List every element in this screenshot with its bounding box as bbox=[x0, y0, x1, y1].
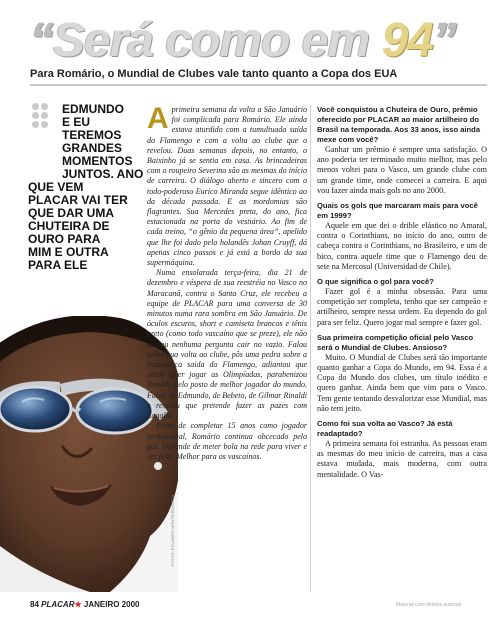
column-divider bbox=[310, 104, 311, 592]
magazine-brand: PLACAR bbox=[41, 600, 75, 609]
pull-quote-line: QUE DAR UMA bbox=[28, 206, 114, 220]
pull-quote-line: PARA ELE bbox=[28, 258, 88, 272]
pull-quote-line: OURO PARA bbox=[28, 232, 101, 246]
star-icon: ★ bbox=[74, 600, 82, 609]
interview-question: Sua primeira competição oficial pelo Vasco será o Mundial de Clubes. Ansioso? bbox=[317, 332, 474, 352]
pull-quote-line: GRANDES bbox=[62, 141, 123, 155]
subtitle: Para Romário, o Mundial de Clubes vale tanto quanto a Copa dos EUA bbox=[30, 68, 398, 80]
pull-quote-line: CHUTEIRA DE bbox=[28, 219, 110, 233]
pull-quote bbox=[28, 103, 150, 272]
photo-credit: FOTOS: EDUARDO MONTEIRO/SIGLA bbox=[170, 494, 175, 566]
interview-column bbox=[317, 105, 487, 595]
copyright-watermark: Material com direitos autorais bbox=[396, 602, 462, 608]
pull-quote-line: E EU TEREMOS bbox=[62, 115, 122, 142]
page-footer bbox=[30, 600, 139, 609]
article-body bbox=[147, 102, 307, 595]
headline bbox=[30, 12, 470, 70]
dropcap: A bbox=[147, 102, 169, 135]
headline-close-quote: ” bbox=[432, 14, 456, 67]
pull-quote-line: EDMUNDO bbox=[62, 102, 124, 116]
article-paragraph: Aprimeira semana da volta a São Januário foi complicada para Romário. Ele ainda estava aturdido com a tumultuada saída do Flamengo e com a volta ao clube que o revelou. Duas semanas depois, no entanto, o Baixinho já se sentia em casa. As brincadeiras com o roupeiro Severino são as mesmas do início de carreira. O diálogo aberto e sincero com o todo-poderoso Eurico Miranda segue idêntico ao da década passada. E as mordomias são flagrantes. Sua Mercedes preta, do ano, fica estacionada na porta do vestiário. Ao fim de cada treino, “o gênio da pequena área”, apelido que lhe foi dado pelo holandês Johan Cruyff, dá apenas cinco passos e já está a bordo da sua supermáquina. bbox=[147, 102, 307, 268]
pull-quote-line: MOMENTOS bbox=[62, 154, 133, 168]
pull-quote-line: PLACAR VAI TER bbox=[28, 193, 128, 207]
interview-answer: Muito. O Mundial de Clubes será tão importante quanto ganhar a Copa do Mundo, em 94. Essa é a Copa do Mundo dos clubes, um título inédito e quero ganhar. Ainda bem que vim para o Vasco. Tem gente tentando desvalorizar esse Mundial, mas não tem jeito. bbox=[317, 352, 487, 413]
article-paragraph: Numa ensolarada terça-feira, dia 21 de dezembro e véspera de sua reestréia no Vasco no Maracanã, contra o Santa Cruz, ele recebeu a equipe de PLACAR para uma conversa de 30 minutos numa rara sombra em São Januário. De óculos escuros, short e camiseta brancos e tênis preto (como todo vascaíno que se preze), ele não deixou nenhuma pergunta cair no vazio. Falou sobre sua volta ao clube, pôs uma pedra sobre a traumática saída do Flamengo, adiantou que ainda quer jogar as Olimpíadas, parabenizou Rivaldo pelo posto de melhor jogador do mundo. Falou de Edmundo, de Bebeto, de Gílmar Rinaldi e revelou que pretende fazer as pazes com Zagallo. bbox=[147, 268, 307, 421]
interview-answer: Ganhar um prêmio é sempre uma satisfação. O ano poderia ter terminado muito melhor, mas pelo menos voltei para o Vasco, um grande clube com um grande time, onde comecei a carreira. E aqui vou fazer ainda mais gols no ano 2000. bbox=[317, 145, 487, 195]
interview-answer: Fazer gol é a minha obsessão. Para uma competição ser completa, tenho que ser campeão e artilheiro, sempre nessa ordem. Eu dependo do gol para ser feliz. Quero jogar mal sempre e fazer gol. bbox=[317, 287, 487, 327]
interview-answer: Aquele em que dei o drible elástico no Amaral, contra o Corinthians, no início do ano, outro de cabeça contra o Corinthians, no Brasileiro, e um de bico, contra aquele time que o Flamengo deu de sete na Mercosul (Universidad de Chile). bbox=[317, 221, 487, 271]
issue-date: JANEIRO 2000 bbox=[83, 600, 140, 609]
interview-question: Como foi sua volta ao Vasco? Já está readaptado? bbox=[317, 419, 453, 439]
pull-quote-line: MIM E OUTRA bbox=[28, 245, 109, 259]
pull-quote-line: QUE VEM bbox=[28, 180, 84, 194]
interview-question: Você conquistou a Chuteira de Ouro, prêmio oferecido por PLACAR ao maior artilheiro do Brasil na temporada. Aos 33 anos, isso ainda mexe com você? bbox=[317, 105, 481, 144]
headline-open-quote: “ bbox=[30, 14, 53, 67]
headline-text: Será como em bbox=[53, 14, 382, 67]
pull-quote-line: JUNTOS. ANO bbox=[62, 167, 144, 181]
interview-question: O que significa o gol para você? bbox=[317, 277, 434, 287]
header-divider bbox=[30, 84, 487, 86]
page-number: 84 bbox=[30, 600, 39, 609]
article-paragraph: Perto de completar 15 anos como jogador profissional, Romário continua obcecado pelo gol. Depende de meter bola na rede para viver e ser feliz. Melhor para os vascaínos. bbox=[147, 421, 307, 461]
interview-question: Quais os gols que marcaram mais para você em 1999? bbox=[317, 201, 478, 221]
headline-number: 94 bbox=[381, 14, 433, 67]
interview-answer: A primeira semana foi estranha. As pessoas eram as mesmas do meu início de carreira, mas a casa estava mudada, mais moderna, com outra mentalidade. O Vas- bbox=[317, 439, 487, 479]
